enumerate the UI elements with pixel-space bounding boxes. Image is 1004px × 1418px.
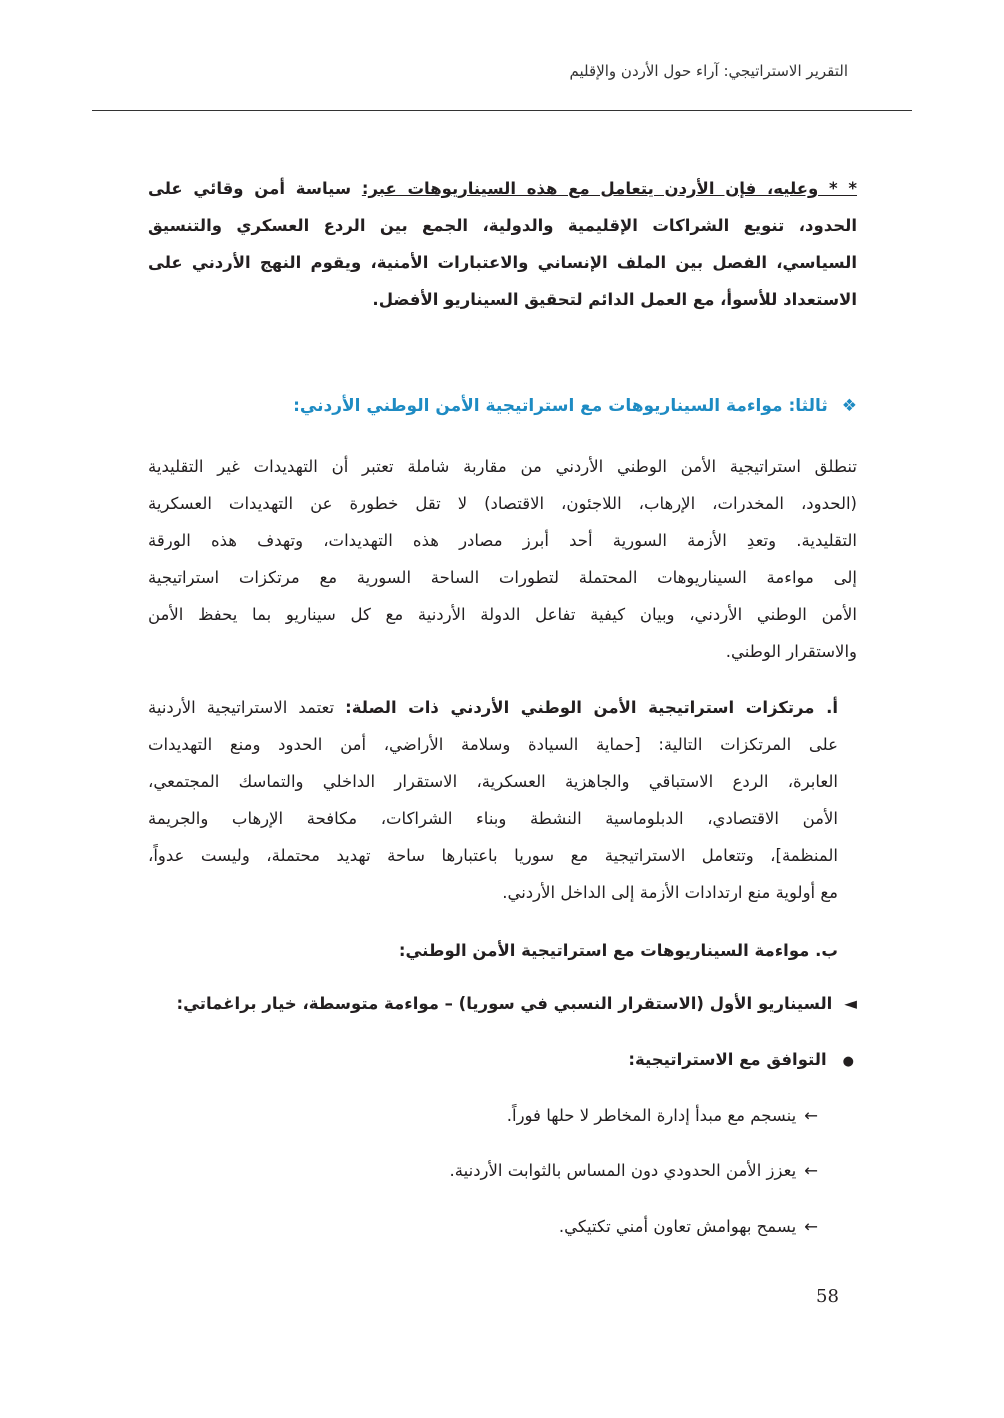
intro-line: إلى مواءمة السيناريوهات المحتملة لتطورات الساحة السورية مع مرتكزات استراتيجية: [148, 568, 857, 587]
intro-line: (الحدود، المخدرات، الإرهاب، اللاجئون، الاقتصاد) لا تقل خطورة عن التهديدات العسكرية: [148, 494, 857, 513]
scenario-one-text: السيناريو الأول (الاستقرار النسبي في سوريا) – مواءمة متوسطة، خيار براغماتي:: [176, 994, 833, 1013]
section-heading-text: ثالثا: مواءمة السيناريوهات مع استراتيجية الأمن الوطني الأردني:: [293, 396, 828, 416]
pillars-paragraph: [148, 689, 838, 911]
point-item: [450, 1152, 818, 1189]
pillars-title: أ. مرتكزات استراتيجية الأمن الوطني الأردني ذات الصلة:: [345, 698, 838, 717]
pillars-line: المنظمة]، وتتعامل الاستراتيجية مع سوريا باعتبارها ساحة تهديد محتملة، وليست عدواً،: [148, 846, 838, 865]
arrow-left-icon: ←: [804, 1106, 818, 1125]
intro-line: والاستقرار الوطني.: [725, 642, 857, 661]
summary-underlined: * * وعليه، فإن الأردن يتعامل مع هذه السيناريوهات عبر:: [361, 179, 857, 198]
consistency-text: التوافق مع الاستراتيجية:: [628, 1050, 827, 1069]
intro-line: الأمن الوطني الأردني، وبيان كيفية تفاعل الدولة الأردنية مع كل سيناريو بما يحفظ الأمن: [148, 605, 857, 624]
pillars-line: مع أولوية منع ارتدادات الأزمة إلى الداخل الأردني.: [502, 883, 838, 902]
point-text: يعزز الأمن الحدودي دون المساس بالثوابت الأردنية.: [449, 1161, 797, 1180]
section-heading: [293, 396, 857, 416]
pillars-line-rest: تعتمد الاستراتيجية الأردنية: [148, 698, 346, 717]
point-item: [559, 1208, 818, 1245]
summary-line: [148, 170, 857, 207]
consistency-heading: [628, 1041, 854, 1080]
bullet-dot-icon: ●: [842, 1054, 854, 1069]
summary-paragraph: [148, 170, 857, 318]
alignment-heading: ب. مواءمة السيناريوهات مع استراتيجية الأمن الوطني:: [398, 941, 838, 960]
summary-line-rest: سياسة أمن وقائي على: [148, 179, 362, 198]
point-item: [507, 1097, 818, 1134]
diamond-bullet-icon: ❖: [841, 396, 857, 416]
triangle-left-icon: ◄: [844, 994, 857, 1013]
intro-line: تنطلق استراتيجية الأمن الوطني الأردني من مقاربة شاملة تعتبر أن التهديدات غير التقليدية: [148, 457, 857, 476]
pillars-line: العابرة، الردع الاستباقي والجاهزية العسكرية، الاستقرار الداخلي والتماسك المجتمعي،: [148, 772, 838, 791]
running-head: التقرير الاستراتيجي: آراء حول الأردن والإقليم: [569, 62, 848, 80]
pillars-line: على المرتكزات التالية: [حماية السيادة وسلامة الأراضي، أمن الحدود ومنع التهديدات: [148, 735, 838, 754]
pillars-line: الأمن الاقتصادي، الدبلوماسية النشطة وبناء الشراكات، مكافحة الإرهاب والجريمة: [148, 809, 838, 828]
summary-line: الحدود، تنويع الشراكات الإقليمية والدولية، الجمع بين الردع العسكري والتنسيق: [148, 216, 857, 235]
summary-line: السياسي، الفصل بين الملف الإنساني والاعتبارات الأمنية، ويقوم النهج الأردني على: [148, 253, 857, 272]
arrow-left-icon: ←: [804, 1161, 818, 1180]
scenario-one-heading: [177, 985, 858, 1022]
arrow-left-icon: ←: [804, 1217, 818, 1236]
page-number: 58: [816, 1286, 839, 1307]
point-text: يسمح بهوامش تعاون أمني تكتيكي.: [558, 1217, 797, 1236]
intro-line: التقليدية. وتعدِ الأزمة السورية أحد أبرز مصادر هذه التهديدات، وتهدف هذه الورقة: [148, 531, 857, 550]
summary-line: الاستعداد للأسوأ، مع العمل الدائم لتحقيق السيناريو الأفضل.: [372, 290, 857, 309]
header-divider: [92, 110, 912, 111]
point-text: ينسجم مع مبدأ إدارة المخاطر لا حلها فوراً.: [506, 1106, 797, 1125]
intro-paragraph: [148, 448, 857, 670]
pillars-line: [148, 689, 838, 726]
